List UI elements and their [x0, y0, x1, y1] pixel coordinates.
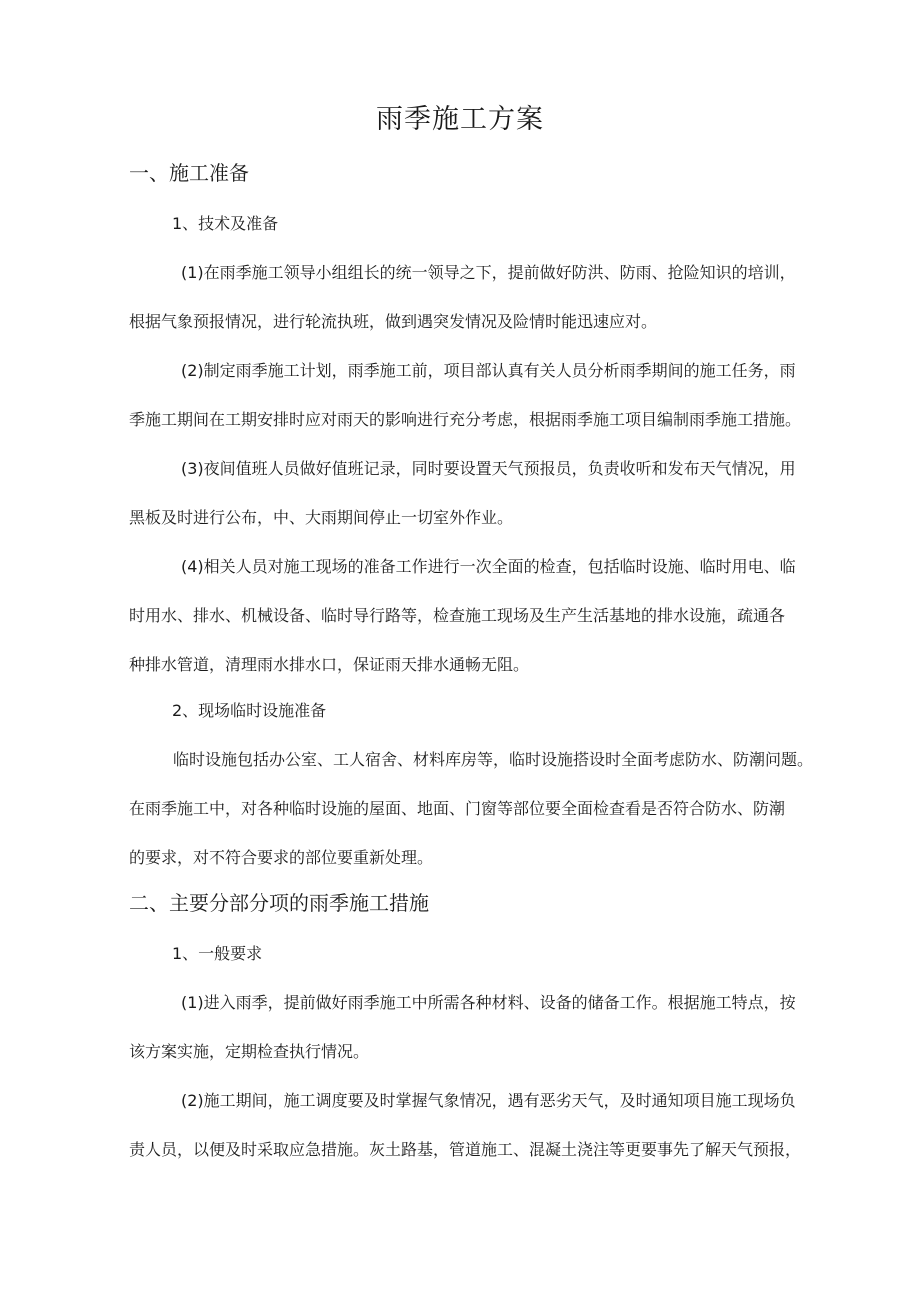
paragraph-line: 在雨季施工中，对各种临时设施的屋面、地面、门窗等部位要全面检查看是否符合防水、防潮 — [129, 799, 786, 818]
paragraph-line: (4)相关人员对施工现场的准备工作进行一次全面的检查，包括临时设施、临时用电、临 — [181, 557, 796, 576]
paragraph-line: 季施工期间在工期安排时应对雨天的影响进行充分考虑，根据雨季施工项目编制雨季施工措施。 — [129, 410, 802, 429]
paragraph-line: 时用水、排水、机械设备、临时导行路等，检查施工现场及生产生活基地的排水设施，疏通各 — [129, 606, 786, 625]
paragraph-1-1-2 — [129, 346, 839, 444]
paragraph-1-1-3 — [129, 444, 839, 542]
paragraph-1-2-1 — [129, 735, 839, 882]
paragraph-line: (1)在雨季施工领导小组组长的统一领导之下，提前做好防洪、防雨、抢险知识的培训， — [181, 263, 796, 282]
paragraph-line: (2)施工期间，施工调度要及时掌握气象情况，遇有恶劣天气，及时通知项目施工现场负 — [181, 1091, 796, 1110]
paragraph-2-1-2 — [129, 1076, 839, 1174]
paragraph-line: 责人员，以便及时采取应急措施。灰土路基，管道施工、混凝土浇注等更要事先了解天气预报， — [129, 1140, 802, 1159]
paragraph-line: 的要求，对不符合要求的部位要重新处理。 — [129, 848, 434, 867]
section-heading-1: 一、施工准备 — [129, 161, 249, 185]
subsection-heading-1-1: 1、技术及准备 — [172, 214, 279, 233]
paragraph-line: (1)进入雨季，提前做好雨季施工中所需各种材料、设备的储备工作。根据施工特点，按 — [181, 993, 796, 1012]
paragraph-line: 根据气象预报情况，进行轮流执班，做到遇突发情况及险情时能迅速应对。 — [129, 312, 658, 331]
section-heading-2: 二、主要分部分项的雨季施工措施 — [129, 891, 429, 915]
paragraph-1-1-4 — [129, 542, 839, 689]
paragraph-line: 种排水管道，清理雨水排水口，保证雨天排水通畅无阻。 — [129, 655, 530, 674]
document-title: 雨季施工方案 — [376, 104, 544, 135]
subsection-heading-2-1: 1、一般要求 — [172, 944, 263, 963]
paragraph-line: 该方案实施，定期检查执行情况。 — [129, 1042, 370, 1061]
paragraph-line: 黑板及时进行公布，中、大雨期间停止一切室外作业。 — [129, 508, 514, 527]
paragraph-2-1-1 — [129, 978, 839, 1076]
paragraph-line: 临时设施包括办公室、工人宿舍、材料库房等，临时设施搭设时全面考虑防水、防潮问题。 — [173, 750, 814, 769]
paragraph-line: (2)制定雨季施工计划，雨季施工前，项目部认真有关人员分析雨季期间的施工任务，雨 — [181, 361, 796, 380]
paragraph-line: (3)夜间值班人员做好值班记录，同时要设置天气预报员，负责收听和发布天气情况，用 — [181, 459, 796, 478]
subsection-heading-1-2: 2、现场临时设施准备 — [172, 701, 327, 720]
paragraph-1-1-1 — [129, 248, 839, 346]
